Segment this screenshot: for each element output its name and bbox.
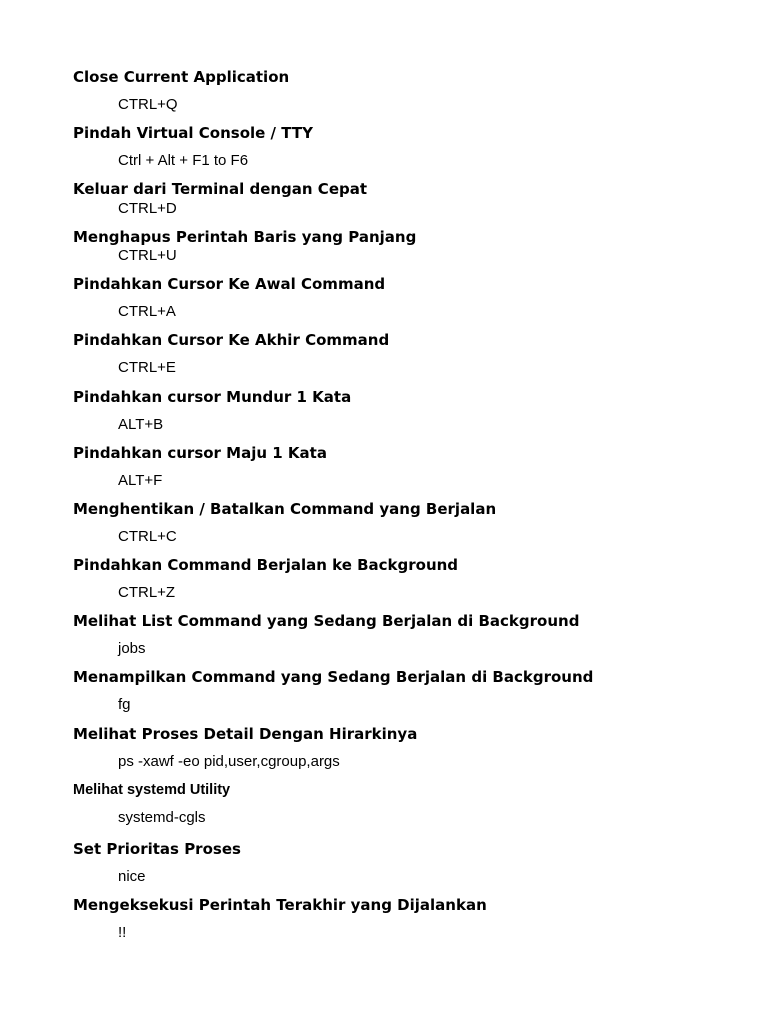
shortcut-title-word-forward: Pindahkan cursor Maju 1 Kata [73,444,327,462]
shortcut-title-last-command: Mengeksekusi Perintah Terakhir yang Dijalankan [73,896,487,914]
shortcut-value-cancel-command: CTRL+C [118,528,177,545]
shortcut-value-virtual-console: Ctrl + Alt + F1 to F6 [118,152,249,169]
shortcut-title-process-tree: Melihat Proses Detail Dengan Hirarkinya [73,725,418,743]
shortcut-title-exit-terminal: Keluar dari Terminal dengan Cepat [73,180,368,198]
shortcut-value-cursor-end: CTRL+E [118,359,176,376]
shortcut-value-foreground: fg [118,696,131,713]
shortcut-value-cursor-start: CTRL+A [118,303,176,320]
shortcut-title-list-jobs: Melihat List Command yang Sedang Berjalan di Background [73,612,580,630]
shortcut-value-last-command: !! [118,924,127,941]
shortcut-title-cancel-command: Menghentikan / Batalkan Command yang Berjalan [73,500,497,518]
shortcut-value-systemd: systemd-cgls [118,809,206,826]
shortcut-title-systemd: Melihat systemd Utility [73,782,231,798]
shortcut-value-close-app: CTRL+Q [118,96,178,113]
shortcut-value-exit-terminal: CTRL+D [118,200,177,217]
shortcut-value-word-back: ALT+B [118,416,164,433]
shortcut-value-list-jobs: jobs [118,640,146,657]
shortcut-value-priority: nice [118,868,146,885]
shortcut-title-cursor-end: Pindahkan Cursor Ke Akhir Command [73,331,390,349]
shortcut-value-background: CTRL+Z [118,584,176,601]
shortcut-title-virtual-console: Pindah Virtual Console / TTY [73,124,313,142]
shortcut-title-word-back: Pindahkan cursor Mundur 1 Kata [73,388,352,406]
shortcut-title-delete-line: Menghapus Perintah Baris yang Panjang [73,228,417,246]
shortcut-title-foreground: Menampilkan Command yang Sedang Berjalan di Background [73,668,594,686]
shortcut-value-process-tree: ps -xawf -eo pid,user,cgroup,args [118,753,340,770]
shortcut-title-priority: Set Prioritas Proses [73,840,241,858]
shortcut-title-cursor-start: Pindahkan Cursor Ke Awal Command [73,275,386,293]
shortcut-value-word-forward: ALT+F [118,472,163,489]
shortcut-title-close-app: Close Current Application [73,68,290,86]
shortcut-value-delete-line: CTRL+U [118,247,177,264]
shortcut-title-background: Pindahkan Command Berjalan ke Background [73,556,459,574]
